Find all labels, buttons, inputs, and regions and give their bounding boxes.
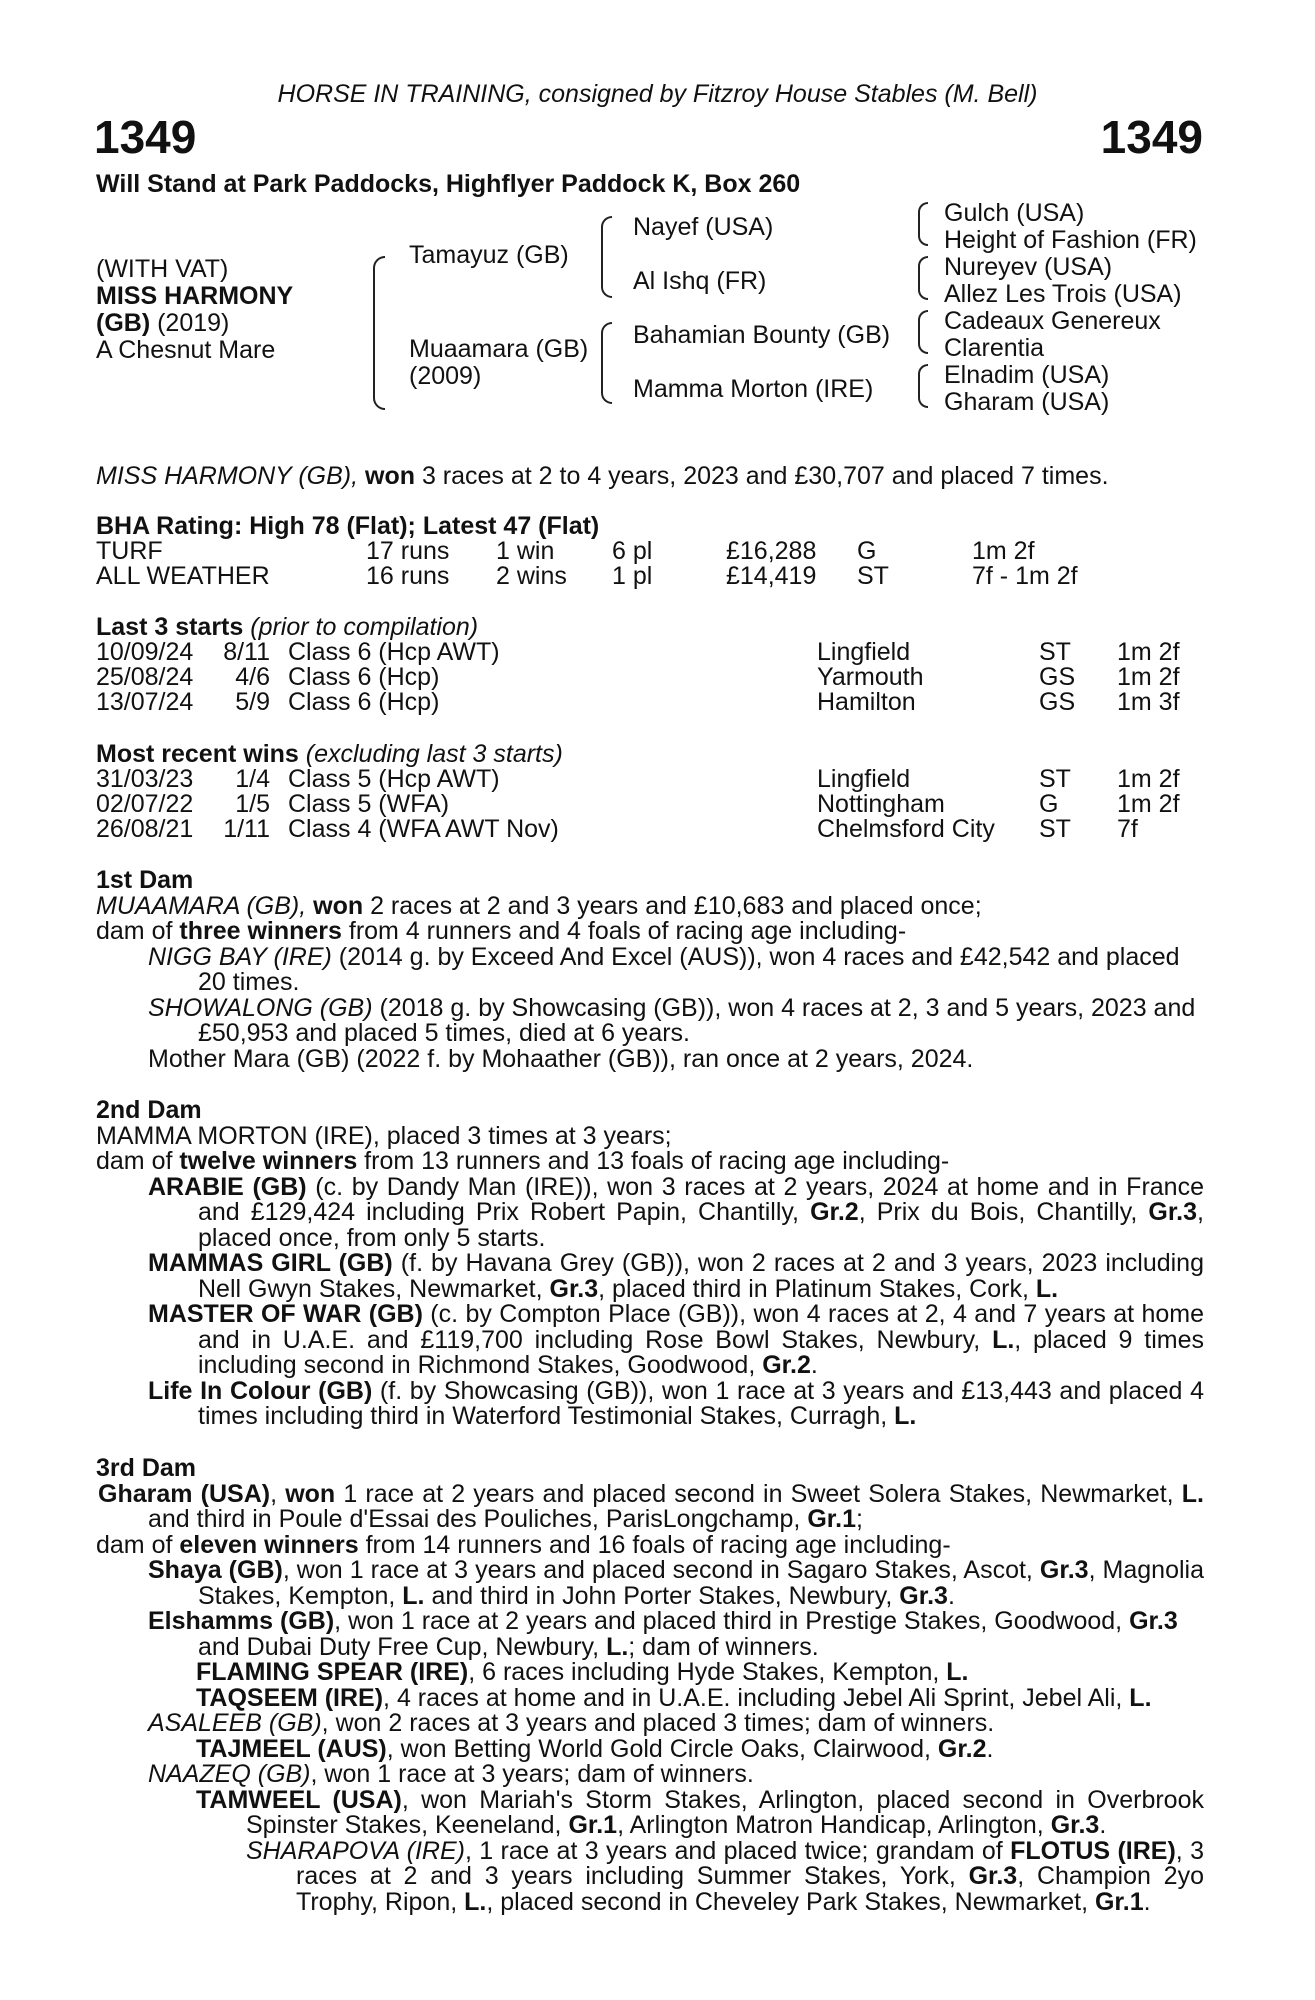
result-pos-cell: 4/6 bbox=[235, 663, 270, 691]
horse-name: MISS HARMONY bbox=[96, 282, 294, 310]
result-date-cell: 26/08/21 bbox=[96, 815, 194, 843]
result-date-cell: 13/07/24 bbox=[96, 688, 194, 716]
rating-wins-cell: 2 wins bbox=[496, 562, 567, 590]
pedigree-sire-dam: Al Ishq (FR) bbox=[633, 267, 767, 295]
pedigree-brace-1 bbox=[918, 202, 928, 246]
vat-note: (WITH VAT) bbox=[96, 255, 229, 283]
last3-heading: Last 3 starts (prior to compilation) bbox=[96, 613, 479, 641]
result-course-cell: Nottingham bbox=[817, 790, 945, 818]
result-pos-cell: 1/5 bbox=[235, 790, 270, 818]
result-race-cell: Class 4 (WFA AWT Nov) bbox=[288, 815, 559, 843]
rating-pl-cell: 1 pl bbox=[612, 562, 653, 590]
progeny-arabie: ARABIE (GB) (c. by Dandy Man (IRE)), won 3 races at 2 years, 2024 at home and in France and £129,424 including Prix Robert Papin, Chantilly, Gr.2, Prix du Bois, Chantilly, Gr.3, placed once, from only 5 starts. bbox=[148, 1172, 1204, 1252]
grandprogeny-taqseem: TAQSEEM (IRE), 4 races at home and in U.A.E. including Jebel Ali Sprint, Jebel Ali, L. bbox=[196, 1683, 1152, 1712]
result-going-cell: G bbox=[1039, 790, 1059, 818]
grandprogeny-tajmeel: TAJMEEL (AUS), won Betting World Gold Circle Oaks, Clairwood, Gr.2. bbox=[196, 1734, 994, 1763]
result-course-cell: Yarmouth bbox=[817, 663, 924, 691]
pedigree-brace-main bbox=[373, 256, 385, 410]
stand-location: Will Stand at Park Paddocks, Highflyer Paddock K, Box 260 bbox=[96, 170, 801, 198]
grandprogeny-sharapova: SHARAPOVA (IRE), 1 race at 3 years and placed twice; grandam of FLOTUS (IRE), 3 races at 2 and 3 years including Summer Stakes, York, Gr.3, Champion 2yo Trophy, Ripon, L., placed second in Cheveley Park Stakes, Newmarket, Gr.1. bbox=[246, 1836, 1204, 1916]
result-course-cell: Hamilton bbox=[817, 688, 916, 716]
pedigree-brace-dam bbox=[601, 322, 612, 404]
rating-going-cell: ST bbox=[857, 562, 889, 590]
result-date-cell: 10/09/24 bbox=[96, 638, 194, 666]
rating-pl-cell: 6 pl bbox=[612, 537, 653, 565]
progeny-mammas-girl: MAMMAS GIRL (GB) (f. by Havana Grey (GB)), won 2 races at 2 and 3 years, 2023 including Nell Gwyn Stakes, Newmarket, Gr.3, placed third in Platinum Stakes, Cork, L. bbox=[148, 1249, 1204, 1303]
result-dist-cell: 1m 2f bbox=[1117, 765, 1180, 793]
rating-surface-cell: TURF bbox=[96, 537, 163, 565]
progeny-showalong: SHOWALONG (GB) (2018 g. by Showcasing (GB)), won 4 races at 2, 3 and 5 years, 2023 and £50,953 and placed 5 times, died at 6 years. bbox=[148, 993, 1196, 1047]
result-race-cell: Class 6 (Hcp) bbox=[288, 688, 440, 716]
horse-origin: (GB) bbox=[96, 309, 151, 337]
result-race-cell: Class 6 (Hcp) bbox=[288, 663, 440, 691]
progeny-master-of-war: MASTER OF WAR (GB) (c. by Compton Place (GB)), won 4 races at 2, 4 and 7 years at home and in U.A.E. and £119,700 including Rose Bowl Stakes, Newbury, L., placed 9 times including second in Richmond Stakes, Goodwood, Gr.2. bbox=[148, 1300, 1205, 1379]
result-going-cell: GS bbox=[1039, 663, 1076, 691]
first-dam-heading: 1st Dam bbox=[96, 866, 194, 894]
second-dam-heading: 2nd Dam bbox=[96, 1096, 202, 1124]
pedigree-brace-sire bbox=[601, 216, 612, 298]
result-going-cell: ST bbox=[1039, 638, 1071, 666]
rating-runs-cell: 17 runs bbox=[366, 537, 450, 565]
rating-runs-cell: 16 runs bbox=[366, 562, 450, 590]
catalogue-header: HORSE IN TRAINING, consigned by Fitzroy House Stables (M. Bell) bbox=[277, 80, 1038, 108]
result-pos-cell: 8/11 bbox=[223, 638, 270, 666]
result-pos-cell: 1/4 bbox=[235, 765, 270, 793]
lot-number-right: 1349 bbox=[1100, 111, 1203, 163]
result-race-cell: Class 5 (Hcp AWT) bbox=[288, 765, 500, 793]
result-race-cell: Class 5 (WFA) bbox=[288, 790, 450, 818]
result-pos-cell: 1/11 bbox=[223, 815, 270, 843]
rating-money-cell: £14,419 bbox=[726, 562, 817, 590]
rating-dist-cell: 7f - 1m 2f bbox=[972, 562, 1078, 590]
result-dist-cell: 1m 2f bbox=[1117, 638, 1180, 666]
result-dist-cell: 1m 3f bbox=[1117, 688, 1180, 716]
race-summary: MISS HARMONY (GB), won 3 races at 2 to 4 years, 2023 and £30,707 and placed 7 times. bbox=[96, 462, 1109, 490]
bha-rating-heading: BHA Rating: High 78 (Flat); Latest 47 (Flat) bbox=[96, 512, 600, 540]
progeny-life-in-colour: Life In Colour (GB) (f. by Showcasing (GB)), won 1 race at 3 years and £13,443 and placed 4 times including third in Waterford Testimonial Stakes, Curragh, L. bbox=[148, 1376, 1204, 1430]
pedigree-dam: Muaamara (GB) (2009) bbox=[409, 335, 589, 390]
rating-surface-cell: ALL WEATHER bbox=[96, 562, 270, 590]
third-dam-heading: 3rd Dam bbox=[96, 1454, 197, 1482]
grandprogeny-flaming-spear: FLAMING SPEAR (IRE), 6 races including Hyde Stakes, Kempton, L. bbox=[196, 1658, 969, 1686]
grandprogeny-tamweel: TAMWEEL (USA), won Mariah's Storm Stakes, Arlington, placed second in Overbrook Spinster Stakes, Keeneland, Gr.1, Arlington Matron Handicap, Arlington, Gr.3. bbox=[196, 1785, 1204, 1839]
first-dam-section: 1st Dam MUAAMARA (GB), won 2 races at 2 and 3 years and £10,683 and placed once; dam of three winners from 4 runners and 4 foals of racing age including- NIGG BAY (IRE) (2014 g. by Exceed And Excel (AUS)), won 4 races and £42,542 and placed 20 times. SHOWALONG (GB) (2018 g. by Showcasing (GB)), won 4 races at 2, 3 and 5 years, 2023 and £50,953 and placed 5 times, died at 6 years. Mother Mara (GB) (2022 f. by Mohaather (GB)), ran once at 2 years, 2024. bbox=[96, 868, 1204, 1072]
horse-year: (2019) bbox=[150, 309, 230, 337]
result-dist-cell: 7f bbox=[1117, 815, 1138, 843]
result-race-cell: Class 6 (Hcp AWT) bbox=[288, 638, 500, 666]
rating-going-cell: G bbox=[857, 537, 877, 565]
rating-dist-cell: 1m 2f bbox=[972, 537, 1035, 565]
pedigree-sire: Tamayuz (GB) bbox=[409, 241, 569, 269]
result-course-cell: Lingfield bbox=[817, 765, 911, 793]
progeny-nigg-bay: NIGG BAY (IRE) (2014 g. by Exceed And Excel (AUS)), won 4 races and £42,542 and placed 20 times. bbox=[148, 942, 1180, 996]
pedigree-gen3-3: Cadeaux Genereux Clarentia bbox=[944, 307, 1161, 362]
pedigree-gen3-4: Elnadim (USA) Gharam (USA) bbox=[944, 361, 1110, 416]
result-date-cell: 02/07/22 bbox=[96, 790, 194, 818]
result-going-cell: GS bbox=[1039, 688, 1076, 716]
progeny-mother-mara: Mother Mara (GB) (2022 f. by Mohaather (GB)), ran once at 2 years, 2024. bbox=[148, 1044, 974, 1073]
result-date-cell: 31/03/23 bbox=[96, 765, 194, 793]
progeny-asaleeb: ASALEEB (GB), won 2 races at 3 years and placed 3 times; dam of winners. bbox=[148, 1709, 995, 1737]
pedigree-gen3-2: Nureyev (USA) Allez Les Trois (USA) bbox=[944, 253, 1182, 308]
result-course-cell: Chelmsford City bbox=[817, 815, 995, 843]
result-going-cell: ST bbox=[1039, 765, 1071, 793]
result-dist-cell: 1m 2f bbox=[1117, 663, 1180, 691]
result-pos-cell: 5/9 bbox=[235, 688, 270, 716]
result-dist-cell: 1m 2f bbox=[1117, 790, 1180, 818]
pedigree-brace-2 bbox=[918, 256, 928, 300]
second-dam-section: 2nd Dam MAMMA MORTON (IRE), placed 3 times at 3 years; dam of twelve winners from 13 runners and 13 foals of racing age including- ARABIE (GB) (c. by Dandy Man (IRE)), won 3 races at 2 years, 2024 at home and in France and £129,424 including Prix Robert Papin, Chantilly, Gr.2, Prix du Bois, Chantilly, Gr.3, placed once, from only 5 starts. MAMMAS GIRL (GB) (f. by Havana Grey (GB)), won 2 races at 2 and 3 years, 2023 including Nell Gwyn Stakes, Newmarket, Gr.3, placed third in Platinum Stakes, Cork, L. MASTER OF WAR (GB) (c. by Compton Place (GB)), won 4 races at 2, 4 and 7 years at home and in U.A.E. and £119,700 including Rose Bowl Stakes, Newbury, L., placed 9 times including second in Richmond Stakes, Goodwood, Gr.2. Life In Colour (GB) (f. by Showcasing (GB)), won 1 race at 3 years and £13,443 and placed 4 times including third in Waterford Testimonial Stakes, Curragh, L. bbox=[96, 1096, 1205, 1430]
pedigree-gen3-1: Gulch (USA) Height of Fashion (FR) bbox=[944, 199, 1197, 254]
pedigree-dam-sire: Bahamian Bounty (GB) bbox=[633, 321, 891, 349]
pedigree-brace-3 bbox=[918, 310, 928, 354]
pedigree-sire-sire: Nayef (USA) bbox=[633, 213, 774, 241]
rating-money-cell: £16,288 bbox=[726, 537, 817, 565]
progeny-shaya: Shaya (GB), won 1 race at 3 years and placed second in Sagaro Stakes, Ascot, Gr.3, Magnolia Stakes, Kempton, L. and third in John Porter Stakes, Newbury, Gr.3. bbox=[148, 1556, 1204, 1610]
progeny-naazeq: NAAZEQ (GB), won 1 race at 3 years; dam of winners. bbox=[148, 1760, 754, 1788]
result-date-cell: 25/08/24 bbox=[96, 663, 194, 691]
result-course-cell: Lingfield bbox=[817, 638, 911, 666]
result-going-cell: ST bbox=[1039, 815, 1071, 843]
pedigree-brace-4 bbox=[918, 364, 928, 408]
rating-wins-cell: 1 win bbox=[496, 537, 555, 565]
recent-wins-heading: Most recent wins (excluding last 3 starts) bbox=[96, 740, 563, 768]
progeny-elshamms: Elshamms (GB), won 1 race at 2 years and placed third in Prestige Stakes, Goodwood, Gr.3 and Dubai Duty Free Cup, Newbury, L.; dam of winners. bbox=[148, 1607, 1178, 1661]
third-dam-section: 3rd Dam Gharam (USA), won 1 race at 2 years and placed second in Sweet Solera Stakes, Newmarket, L. and third in Poule d'Essai des Pouliches, ParisLongchamp, Gr.1; dam of eleven winners from 14 runners and 16 foals of racing age including- Shaya (GB), won 1 race at 3 years and placed second in Sagaro Stakes, Ascot, Gr.3, Magnolia Stakes, Kempton, L. and third in John Porter Stakes, Newbury, Gr.3. Elshamms (GB), won 1 race at 2 years and placed third in Prestige Stakes, Goodwood, Gr.3 and Dubai Duty Free Cup, Newbury, L.; dam of winners. FLAMING SPEAR (IRE), 6 races including Hyde Stakes, Kempton, L. TAQSEEM (IRE), 4 races at home and in U.A.E. including Jebel Ali Sprint, Jebel Ali, L. ASALEEB (GB), won 2 races at 3 years and placed 3 times; dam of winners. TAJMEEL (AUS), won Betting World Gold Circle Oaks, Clairwood, Gr.2. NAAZEQ (GB), won 1 race at 3 years; dam of winners. TAMWEEL (USA), won Mariah's Storm Stakes, Arlington, placed second in Overbrook Spinster Stakes, Keeneland, Gr.1, Arlington Matron Handicap, Arlington, Gr.3. SHARAPOVA (IRE), 1 race at 3 years and placed twice; grandam of FLOTUS (IRE), 3 races at 2 and 3 years including Summer Stakes, York, Gr.3, Champion 2yo Trophy, Ripon, L., placed second in Cheveley Park Stakes, Newmarket, Gr.1. bbox=[96, 1454, 1204, 1916]
lot-number-left: 1349 bbox=[94, 111, 197, 163]
horse-identity bbox=[96, 256, 293, 364]
horse-description: A Chesnut Mare bbox=[96, 336, 276, 364]
pedigree-dam-dam: Mamma Morton (IRE) bbox=[633, 375, 874, 403]
